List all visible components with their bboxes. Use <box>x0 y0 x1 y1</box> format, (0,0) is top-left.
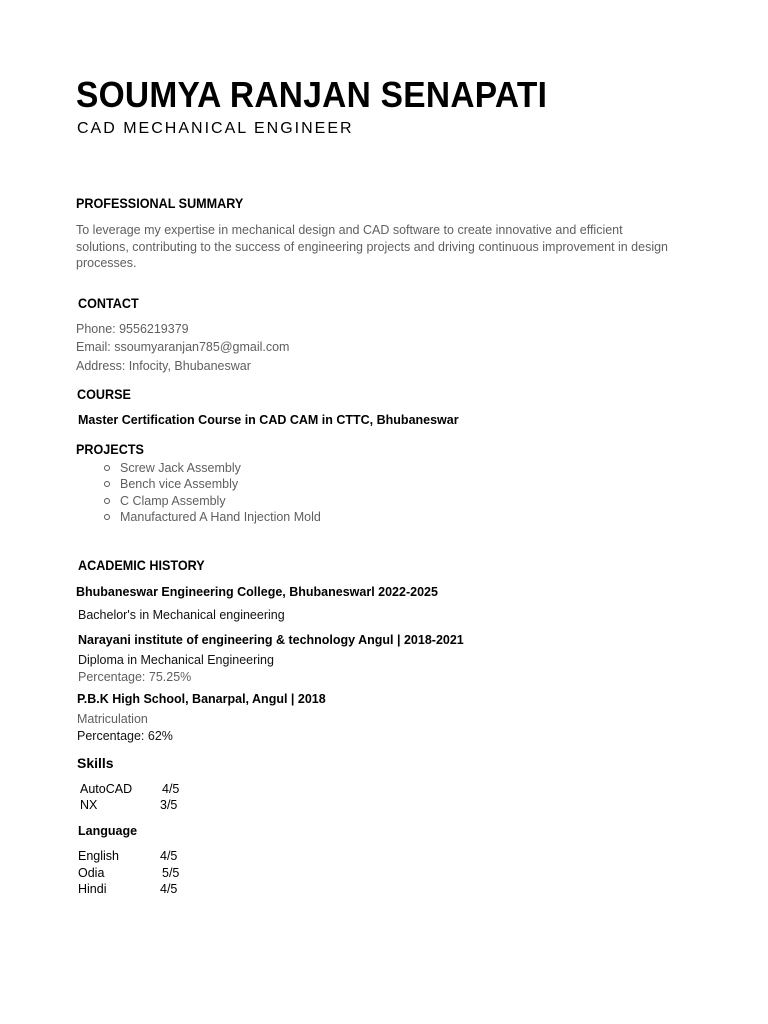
degree-2: Diploma in Mechanical Engineering <box>78 653 274 667</box>
language-rating: 4/5 <box>160 849 178 863</box>
language-name: Odia <box>78 866 105 880</box>
project-item: Manufactured A Hand Injection Mold <box>120 510 321 525</box>
project-item: Screw Jack Assembly <box>120 461 241 475</box>
skills-heading: Skills <box>77 755 114 771</box>
bullet-icon <box>104 481 110 487</box>
language-name: English <box>78 849 119 863</box>
academic-heading: ACADEMIC HISTORY <box>78 557 205 573</box>
skill-name: NX <box>80 798 98 812</box>
contact-email: Email: ssoumyaranjan785@gmail.com <box>76 340 290 354</box>
contact-heading: CONTACT <box>78 295 139 311</box>
language-name: Hindi <box>78 882 107 896</box>
course-text: Master Certification Course in CAD CAM in CTTC, Bhubaneswar <box>78 413 459 427</box>
candidate-name: SOUMYA RANJAN SENAPATI <box>76 74 548 115</box>
contact-phone: Phone: 9556219379 <box>76 322 189 336</box>
language-heading: Language <box>78 824 138 838</box>
percentage-3: Percentage: 62% <box>77 729 173 743</box>
list-item <box>100 460 321 476</box>
bullet-icon <box>104 465 110 471</box>
college-1: Bhubaneswar Engineering College, Bhubaneswarl 2022-2025 <box>76 585 438 599</box>
list-item <box>100 476 321 492</box>
project-item: Bench vice Assembly <box>120 477 239 492</box>
college-2: Narayani institute of engineering & technology Angul | 2018-2021 <box>78 633 464 647</box>
list-item <box>100 493 321 509</box>
bullet-icon <box>104 514 110 520</box>
contact-address: Address: Infocity, Bhubaneswar <box>76 359 251 373</box>
language-rating: 4/5 <box>160 882 178 896</box>
projects-list <box>100 460 321 526</box>
summary-line-3: processes. <box>76 256 137 270</box>
language-rating: 5/5 <box>162 866 180 880</box>
percentage-2: Percentage: 75.25% <box>78 670 192 684</box>
project-item: C Clamp Assembly <box>120 493 226 508</box>
college-3: P.B.K High School, Banarpal, Angul | 2018 <box>77 692 326 706</box>
job-title: CAD MECHANICAL ENGINEER <box>77 120 354 137</box>
skill-rating: 4/5 <box>162 782 180 796</box>
skill-name: AutoCAD <box>80 782 133 796</box>
degree-3: Matriculation <box>77 712 148 726</box>
summary-line-2: solutions, contributing to the success of engineering projects and driving continuous improvement in design <box>76 240 669 254</box>
skill-rating: 3/5 <box>160 798 178 812</box>
degree-1: Bachelor's in Mechanical engineering <box>78 608 285 622</box>
list-item <box>100 509 321 525</box>
course-heading: COURSE <box>77 386 131 402</box>
projects-heading: PROJECTS <box>76 441 144 457</box>
bullet-icon <box>104 498 110 504</box>
summary-line-1: To leverage my expertise in mechanical design and CAD software to create innovative and efficient <box>76 223 623 237</box>
summary-heading: PROFESSIONAL SUMMARY <box>76 195 244 211</box>
